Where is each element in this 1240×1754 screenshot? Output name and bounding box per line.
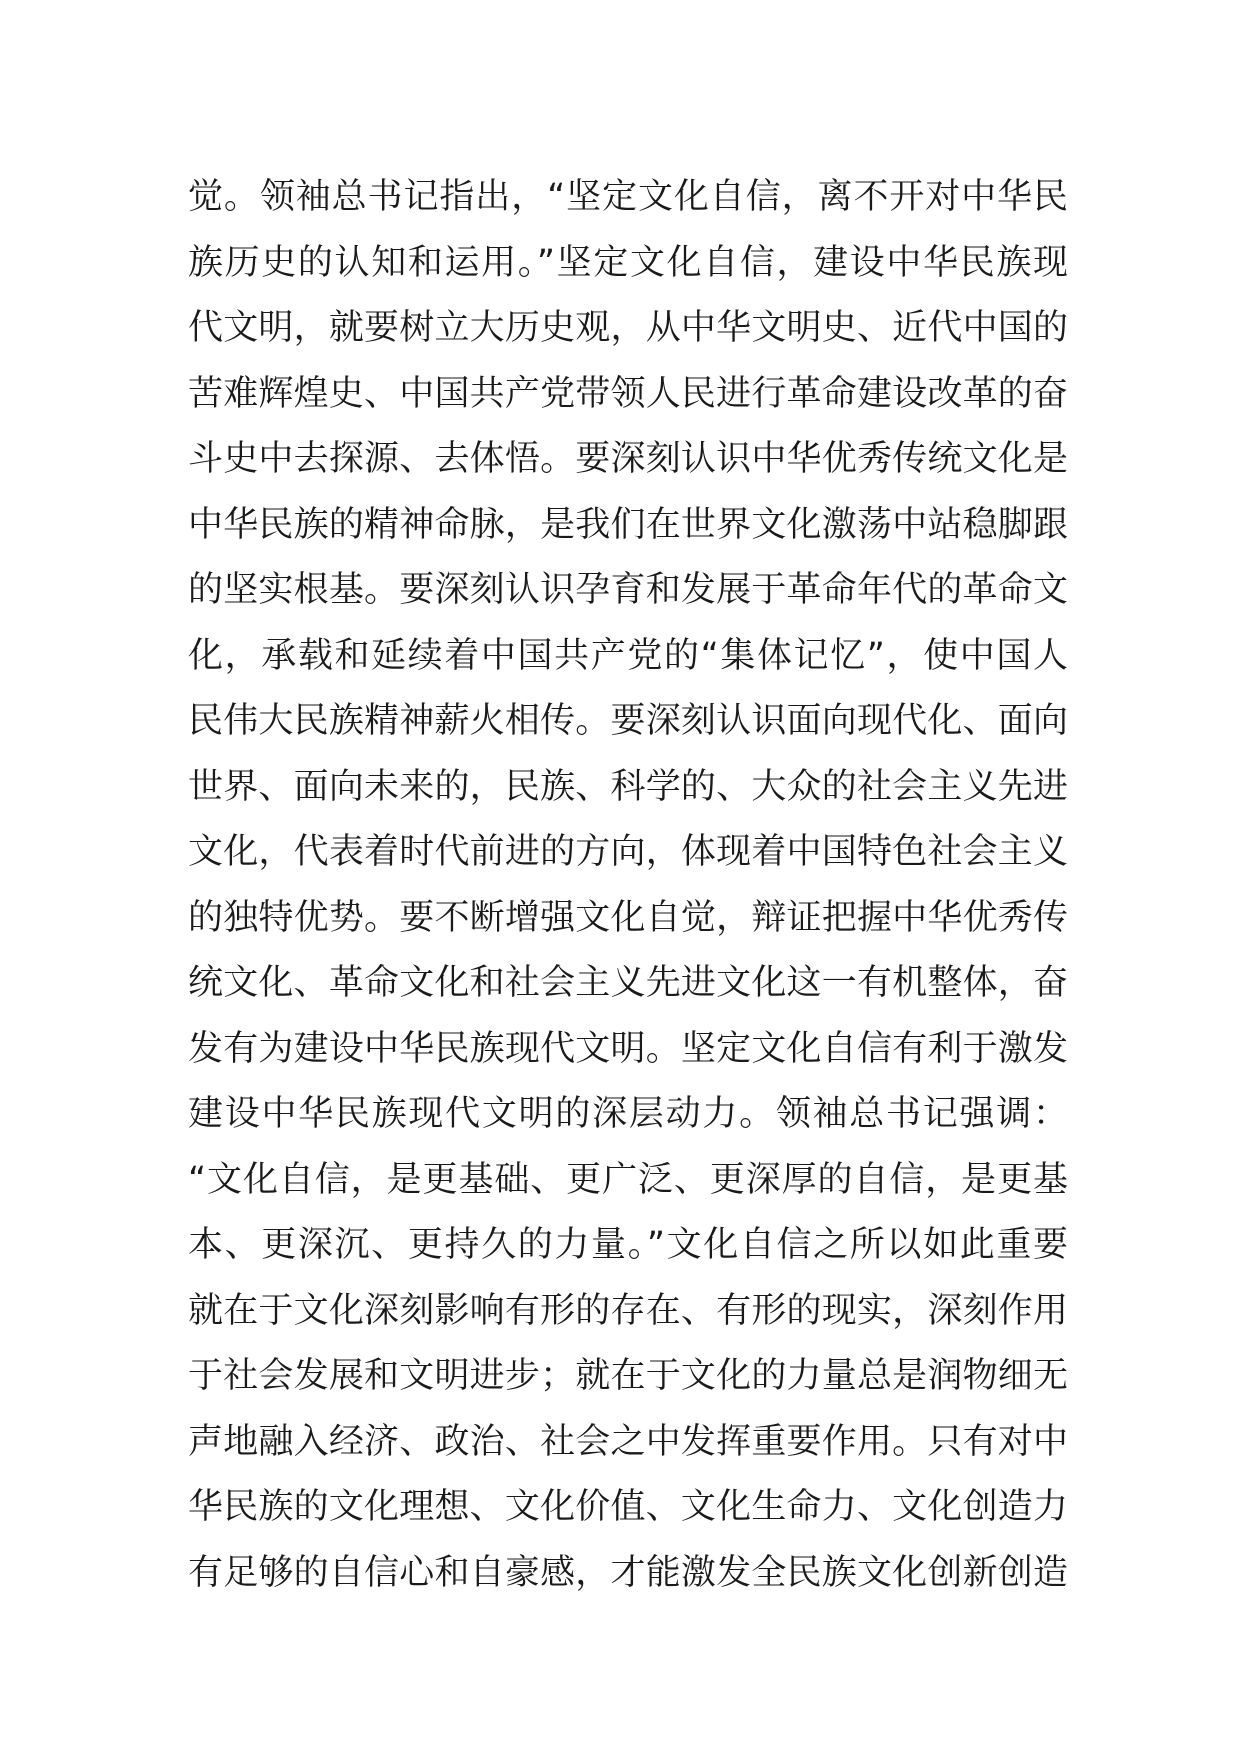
text-line: 本、更深沉、更持久的力量。”文化自信之所以如此重要 (188, 1225, 1068, 1265)
text-line: 民伟大民族精神薪火相传。要深刻认识面向现代化、面向 (188, 701, 1068, 741)
body-paragraph (188, 165, 1068, 1606)
text-line: 觉。领袖总书记指出，“坚定文化自信，离不开对中华民 (188, 177, 1068, 217)
text-line: 的坚实根基。要深刻认识孕育和发展于革命年代的革命文 (188, 570, 1068, 610)
text-line: 中华民族的精神命脉，是我们在世界文化激荡中站稳脚跟 (188, 504, 1068, 545)
text-line: 斗史中去探源、去体悟。要深刻认识中华优秀传统文化是 (188, 439, 1068, 479)
text-line: 的独特优势。要不断增强文化自觉，辩证把握中华优秀传 (188, 897, 1068, 938)
text-line: 族历史的认知和运用。”坚定文化自信，建设中华民族现 (188, 242, 1068, 283)
text-line: 就在于文化深刻影响有形的存在、有形的现实，深刻作用 (188, 1290, 1068, 1331)
text-line: 有足够的自信心和自豪感，才能激发全民族文化创新创造 (188, 1552, 1068, 1593)
text-line: 华民族的文化理想、文化价值、文化生命力、文化创造力 (188, 1487, 1068, 1527)
text-line: 于社会发展和文明进步；就在于文化的力量总是润物细无 (188, 1356, 1068, 1396)
text-line: 苦难辉煌史、中国共产党带领人民进行革命建设改革的奋 (188, 373, 1068, 414)
text-line: 发有为建设中华民族现代文明。坚定文化自信有利于激发 (188, 1028, 1068, 1069)
text-line: 建设中华民族现代文明的深层动力。领袖总书记强调： (188, 1094, 1068, 1134)
text-line: 声地融入经济、政治、社会之中发挥重要作用。只有对中 (188, 1421, 1068, 1462)
text-line: 文化，代表着时代前进的方向，体现着中国特色社会主义 (188, 832, 1068, 872)
text-line: 统文化、革命文化和社会主义先进文化这一有机整体，奋 (188, 963, 1068, 1003)
text-line: 世界、面向未来的，民族、科学的、大众的社会主义先进 (188, 766, 1068, 807)
text-line: 代文明，就要树立大历史观，从中华文明史、近代中国的 (188, 308, 1068, 348)
text-line: “文化自信，是更基础、更广泛、更深厚的自信，是更基 (188, 1159, 1068, 1200)
text-line: 化，承载和延续着中国共产党的“集体记忆”，使中国人 (188, 635, 1068, 676)
